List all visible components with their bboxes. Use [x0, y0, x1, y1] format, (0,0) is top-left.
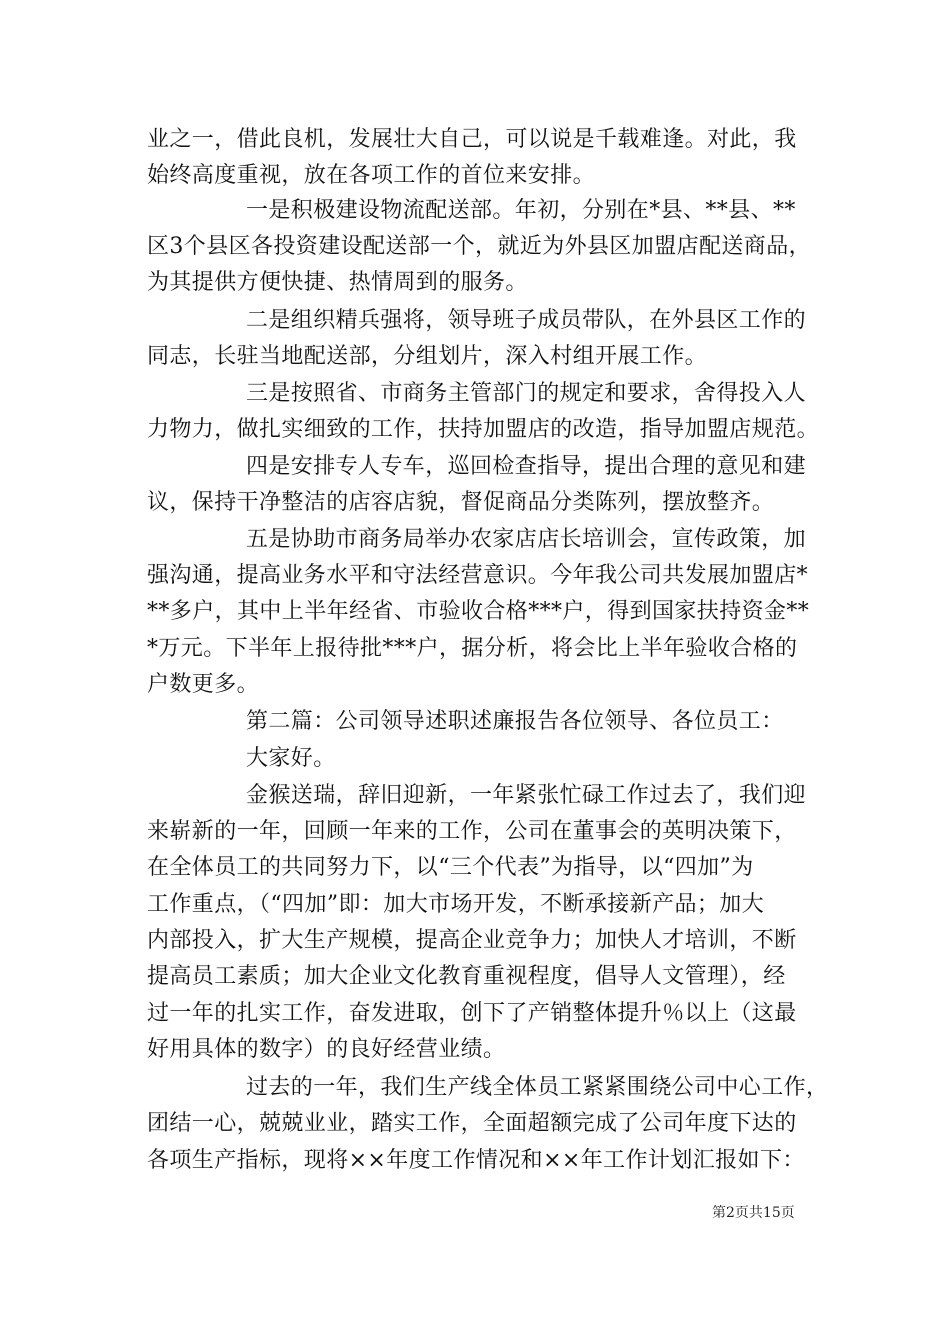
body-text-line: 强沟通，提高业务水平和守法经营意识。今年我公司共发展加盟店* — [147, 563, 809, 588]
body-text-line: *万元。下半年上报待批***户，据分析，将会比上半年验收合格的 — [147, 636, 798, 661]
paragraph-first-line: 一是积极建设物流配送部。年初，分别在*县、**县、** — [246, 198, 796, 223]
body-text-line: 业之一，借此良机，发展壮大自己，可以说是千载难逢。对此，我 — [147, 127, 797, 152]
body-text-line: 为其提供方便快捷、热情周到的服务。 — [147, 270, 528, 295]
body-text-line: 内部投入，扩大生产规模，提高企业竞争力；加快人才培训，不断 — [147, 928, 797, 953]
paragraph-first-line: 四是安排专人专车，巡回检查指导，提出合理的意见和建 — [246, 454, 807, 479]
paragraph-first-line: 金猴送瑞，辞旧迎新，一年紧张忙碌工作过去了，我们迎 — [246, 783, 807, 808]
body-text-line: 团结一心，兢兢业业，踏实工作，全面超额完成了公司年度下达的 — [147, 1111, 797, 1136]
body-text-line: 户数更多。 — [147, 672, 260, 697]
body-text-line: 力物力，做扎实细致的工作，扶持加盟店的改造，指导加盟店规范。 — [147, 417, 820, 442]
body-text-line: 区3个县区各投资建设配送部一个，就近为外县区加盟店配送商品， — [147, 234, 811, 259]
paragraph-first-line: 三是按照省、市商务主管部门的规定和要求，舍得投入人 — [246, 381, 807, 406]
paragraph-first-line: 过去的一年，我们生产线全体员工紧紧围绕公司中心工作， — [246, 1075, 829, 1100]
body-text-line: 过一年的扎实工作，奋发进取，创下了产销整体提升％以上（这最 — [147, 1001, 797, 1026]
body-text-line: 各项生产指标，现将××年度工作情况和××年工作计划汇报如下： — [147, 1148, 805, 1173]
body-text-line: **多户，其中上半年经省、市验收合格***户，得到国家扶持资金** — [147, 599, 810, 624]
page-number-footer: 第2页共15页 — [712, 1205, 795, 1221]
body-text-line: 议，保持干净整洁的店容店貌，督促商品分类陈列，摆放整齐。 — [147, 490, 775, 515]
greeting-line: 大家好。 — [246, 746, 336, 771]
paragraph-first-line: 五是协助市商务局举办农家店店长培训会，宣传政策，加 — [246, 527, 807, 552]
body-text-line: 始终高度重视，放在各项工作的首位来安排。 — [147, 163, 596, 188]
body-text-line: 提高员工素质；加大企业文化教育重视程度，倡导人文管理），经 — [147, 964, 786, 989]
body-text-line: 同志，长驻当地配送部，分组划片，深入村组开展工作。 — [147, 344, 708, 369]
paragraph-first-line: 二是组织精兵强将，领导班子成员带队，在外县区工作的 — [246, 308, 807, 333]
body-text-line: 工作重点，（“四加”即：加大市场开发，不断承接新产品；加大 — [147, 892, 765, 917]
body-text-line: 来崭新的一年，回顾一年来的工作，公司在董事会的英明决策下， — [147, 819, 797, 844]
body-text-line: 好用具体的数字）的良好经营业绩。 — [147, 1037, 506, 1062]
section-heading: 第二篇：公司领导述职述廉报告各位领导、各位员工： — [246, 709, 784, 734]
body-text-line: 在全体员工的共同努力下，以“三个代表”为指导，以“四加”为 — [147, 855, 754, 880]
